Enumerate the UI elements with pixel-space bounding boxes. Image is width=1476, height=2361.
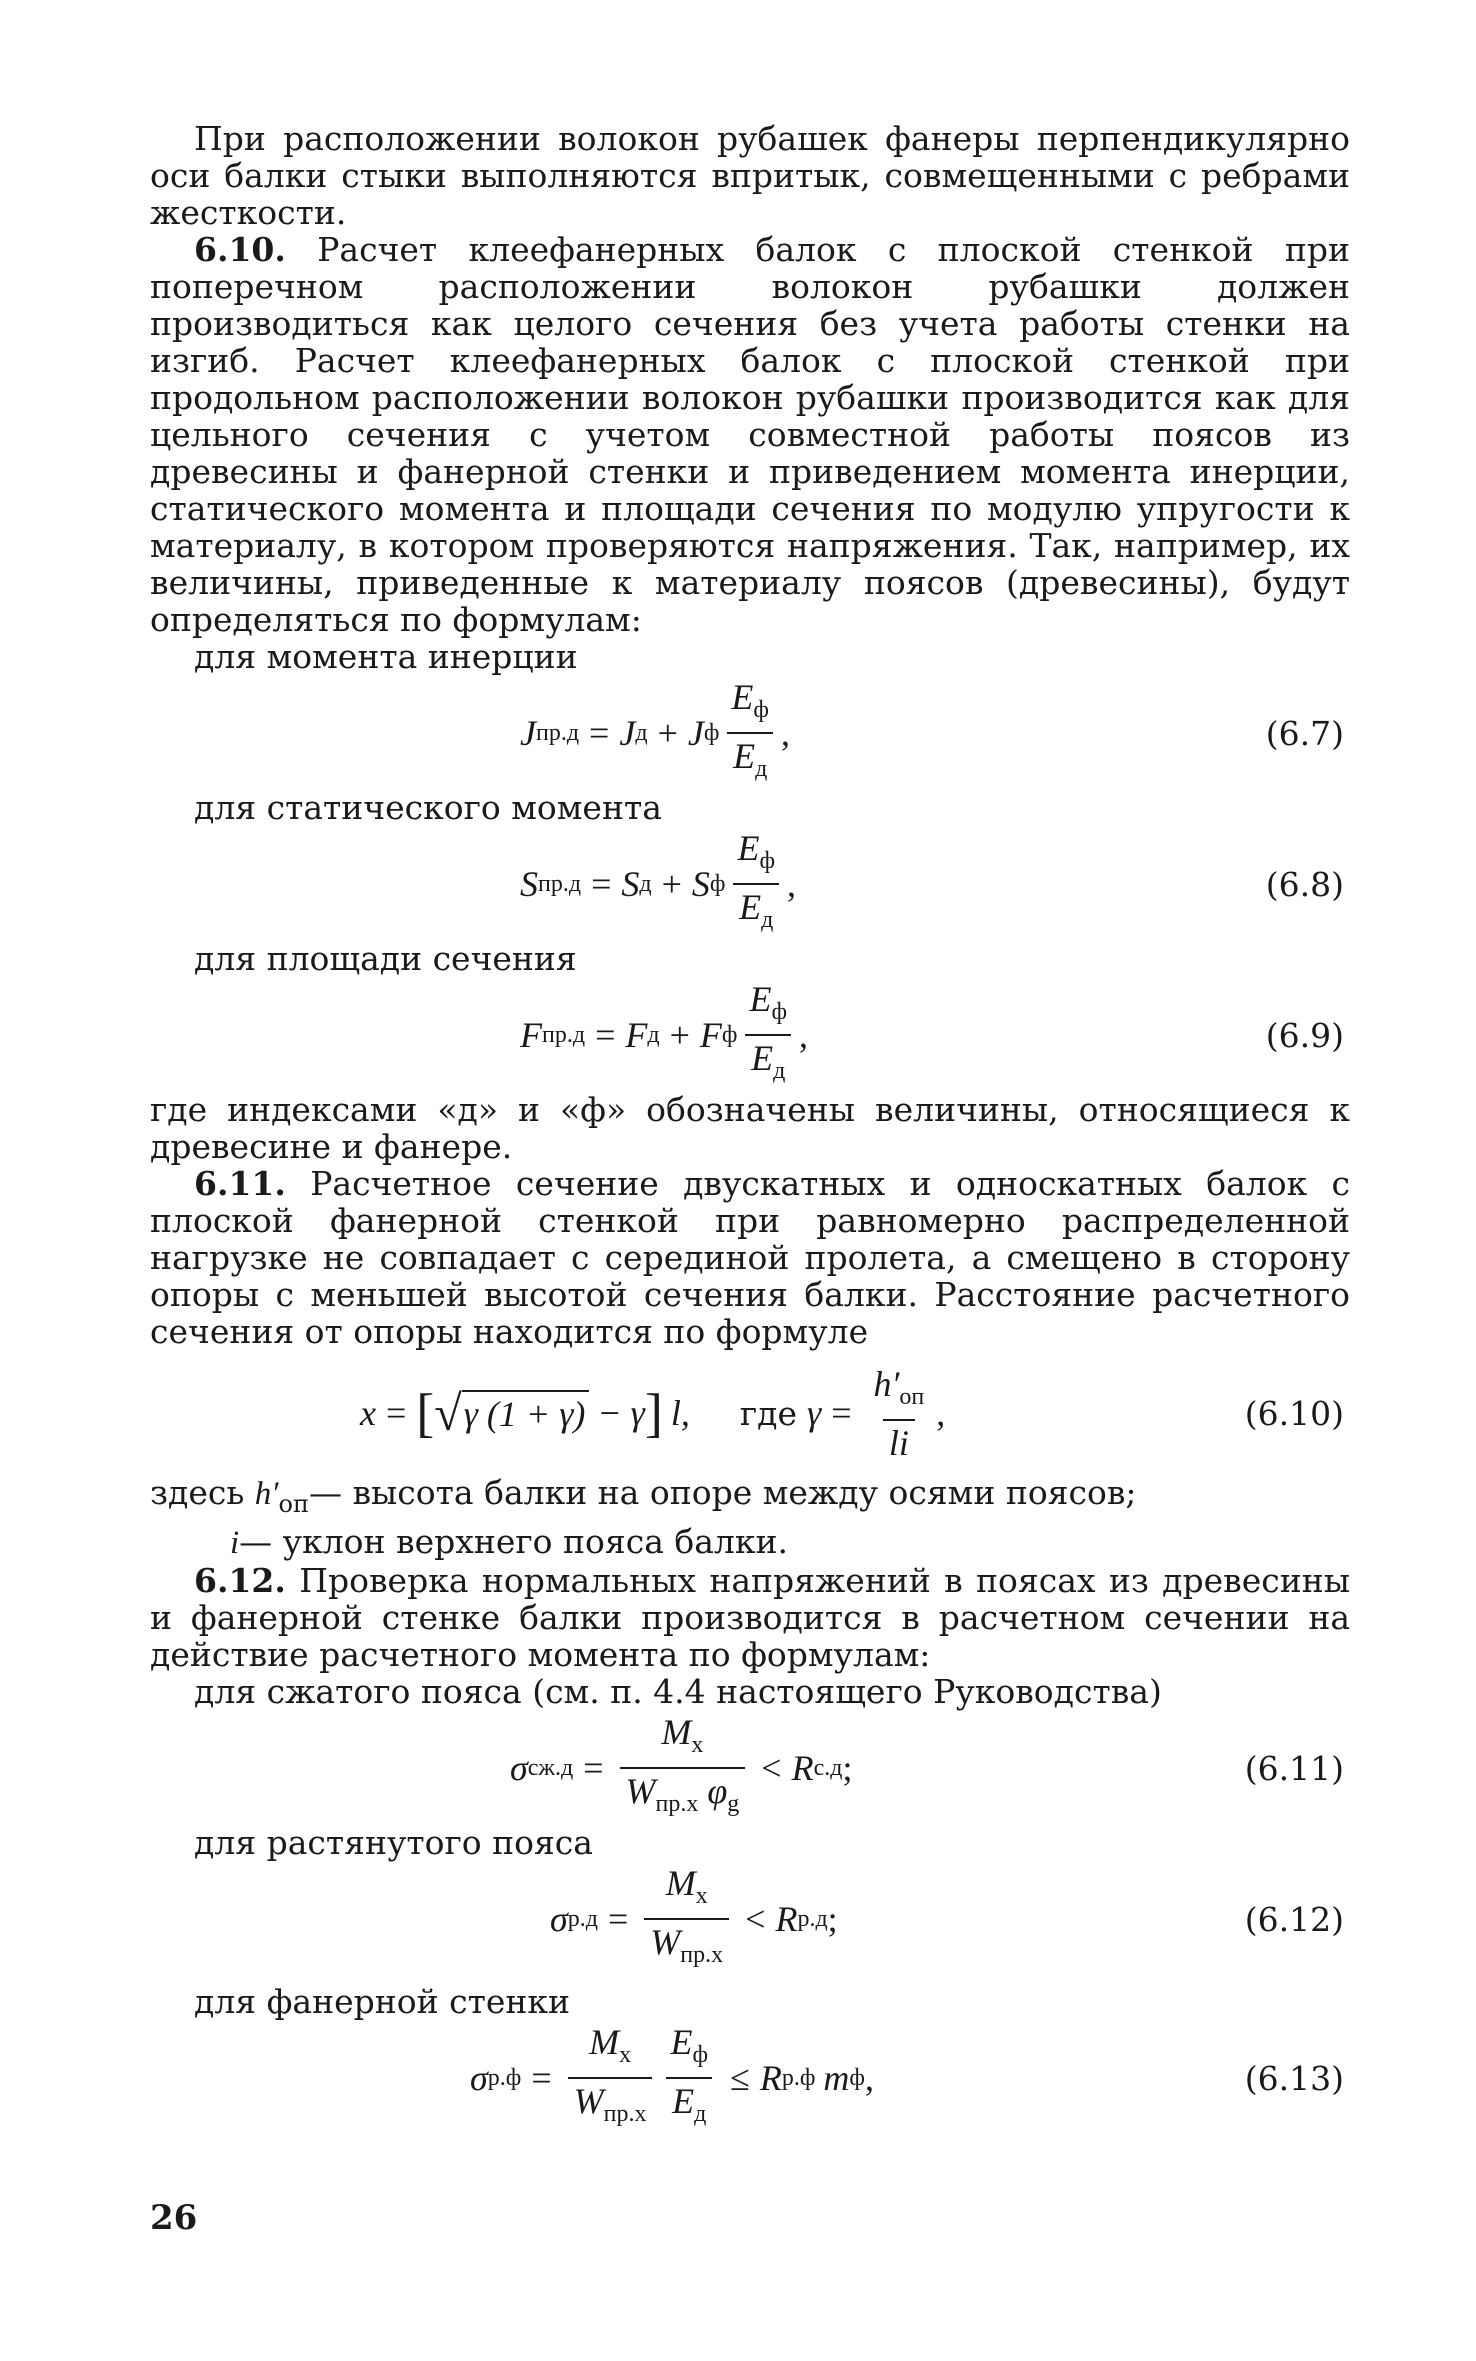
equation-number-6-13: (6.13) [1244, 2058, 1344, 2098]
equation-number-6-7: (6.7) [1265, 713, 1344, 753]
label-plywood-web: для фанерной стенки [194, 1982, 570, 2021]
section-number-6-12: 6.12. [194, 1561, 286, 1600]
equation-6-13: σ р.ф = $\frac{M_x}{W_{пр.x}}$ $\frac{E_ф}{E_д}$ ≤ R р.ф m ф , (6.13) [150, 2028, 1350, 2128]
label-compressed-chord: для сжатого пояса (см. п. 4.4 настоящего Руководства) [194, 1672, 1162, 1711]
document-page [150, 120, 1350, 2320]
paragraph-index-note: где индексами «д» и «ф» обозначены величины, относящиеся к древесине и фанере. [150, 1090, 1350, 1166]
equation-number-6-12: (6.12) [1244, 1899, 1344, 1939]
definition-slope: i— уклон верхнего пояса балки. [230, 1522, 788, 1561]
equation-6-10: x = [ √ γ (1 + γ) − γ ] l, где γ = $\frac{h'_{оп}}{li}$ , (6.10) [150, 1358, 1350, 1468]
fraction-gamma: $\frac{h'_{оп}}{li}$ [873, 1363, 925, 1463]
fraction-e-ratio: $\frac{E_ф}{E_д}$ [731, 829, 781, 939]
fraction-moment: $\frac{M_x}{W_{пр.x} \varphi_g}$ [620, 1713, 746, 1823]
paragraph-6-11 [150, 1165, 1350, 1350]
label-section-area: для площади сечения [194, 939, 577, 978]
equation-number-6-9: (6.9) [1265, 1015, 1344, 1055]
paragraph-6-12-text: Проверка нормальных напряжений в поясах из древесины и фанерной стенке балки производится в расчетном сечении на действие расчетного момента по формулам: [150, 1561, 1350, 1674]
equation-6-11: σ сж.д = $\frac{M_x}{W_{пр.x} \varphi_g}$ < R с.д ; (6.11) [150, 1718, 1350, 1818]
fraction-moment: $\frac{M_x}{W_{пр.x}}$ [568, 2023, 653, 2133]
square-root: √ γ (1 + γ) [434, 1390, 589, 1436]
paragraph-6-11-text: Расчетное сечение двускатных и односкатных балок с плоской фанерной стенкой при равномерно распределенной нагрузке не совпадает с серединой пролета, а смещено в сторону опоры с меньшей высотой сечения балки. Расстояние расчетного сечения от опоры находится по формуле [150, 1164, 1350, 1351]
paragraph-6-10 [150, 231, 1350, 638]
page-number: 26 [150, 2198, 198, 2238]
section-number-6-10: 6.10. [194, 230, 286, 269]
equation-number-6-8: (6.8) [1265, 864, 1344, 904]
fraction-e-ratio: $\frac{E_ф}{E_д}$ [725, 678, 775, 788]
label-inertia: для момента инерции [194, 637, 578, 676]
paragraph-6-10-text: Расчет клеефанерных балок с плоской стенкой при поперечном расположении волокон рубашки должен производиться как целого сечения без учета работы стенки на изгиб. Расчет клеефанерных балок с плоской стенкой при продольном расположении волокон рубашки производится как для цельного сечения с учетом совместной работы поясов из древесины и фанерной стенки и приведением момента инерции, статического момента и площади сечения по модулю упругости к материалу, в котором проверяются напряжения. Так, например, их величины, приведенные к материалу поясов (древесины), будут определяться по формулам: [150, 230, 1350, 639]
paragraph-plywood-joints: При расположении волокон рубашек фанеры перпендикулярно оси балки стыки выполняются впритык, совмещенными с ребрами жесткости. [150, 119, 1350, 232]
fraction-moment: $\frac{M_x}{W_{пр.x}}$ [644, 1864, 729, 1974]
equation-6-12: σ р.д = $\frac{M_x}{W_{пр.x}}$ < R р.д ; (6.12) [150, 1869, 1350, 1969]
label-static-moment: для статического момента [194, 788, 662, 827]
equation-6-9: F пр.д = F д + F ф $\frac{E_ф}{E_д}$ , (6.9) [150, 985, 1350, 1085]
equation-6-7: J пр.д = J д + J ф $\frac{E_ф}{E_д}$ , (6.7) [150, 683, 1350, 783]
fraction-e-ratio: $\frac{E_ф}{E_д}$ [664, 2023, 714, 2133]
label-tension-chord: для растянутого пояса [194, 1823, 593, 1862]
equation-6-8: S пр.д = S д + S ф $\frac{E_ф}{E_д}$ , (6.8) [150, 834, 1350, 934]
paragraph-6-12 [150, 1562, 1350, 1673]
equation-number-6-10: (6.10) [1244, 1393, 1344, 1433]
equation-number-6-11: (6.11) [1244, 1748, 1344, 1788]
section-number-6-11: 6.11. [194, 1164, 286, 1203]
fraction-e-ratio: $\frac{E_ф}{E_д}$ [743, 980, 793, 1090]
definition-support-height: здесь $h'_{оп}—$ высота балки на опоре между осями поясов; [150, 1473, 1137, 1518]
